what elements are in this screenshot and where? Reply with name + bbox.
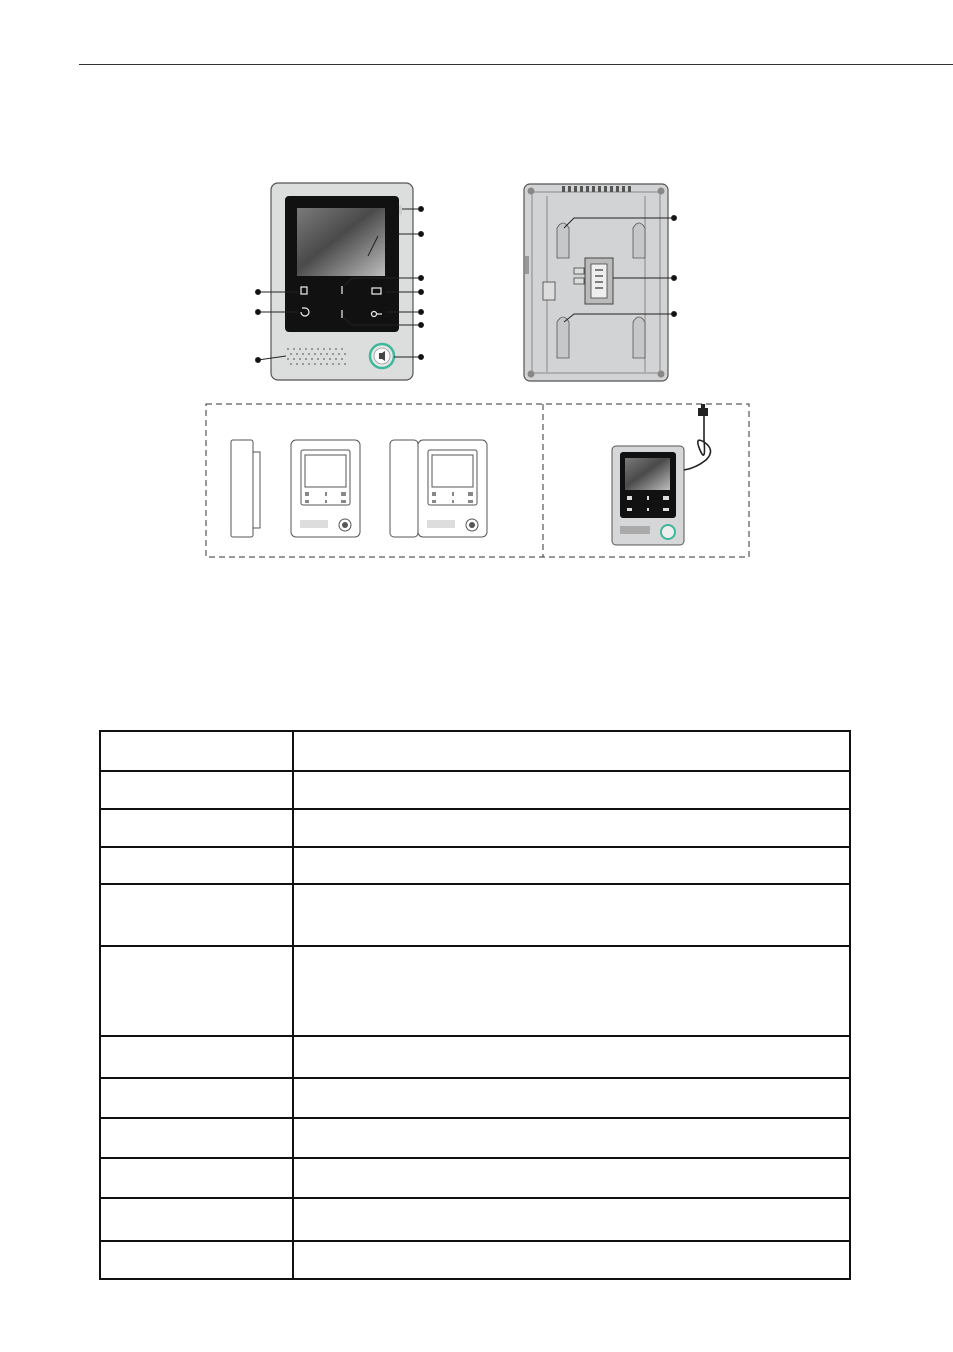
row-label (101, 1037, 293, 1077)
row-label (101, 1199, 293, 1240)
row-label (101, 1079, 293, 1117)
table-row (101, 945, 849, 1035)
table-row (101, 770, 849, 808)
table-row (101, 883, 849, 945)
row-value (294, 1119, 849, 1157)
row-value (294, 1242, 849, 1278)
row-label (101, 947, 293, 1035)
mounting-options (206, 404, 749, 557)
table-row (101, 1240, 849, 1278)
row-value (294, 732, 849, 770)
row-value (294, 1037, 849, 1077)
row-value (294, 885, 849, 945)
table-row (101, 1157, 849, 1197)
led-indicator (399, 205, 402, 215)
front-view-monitor (271, 183, 413, 380)
row-label (101, 848, 293, 883)
row-value (294, 1159, 849, 1197)
row-label (101, 1159, 293, 1197)
row-label (101, 1242, 293, 1278)
row-value (294, 1079, 849, 1117)
device-illustrations (0, 0, 953, 600)
table-row (101, 846, 849, 883)
row-value (294, 848, 849, 883)
row-value (294, 1199, 849, 1240)
row-label (101, 885, 293, 945)
back-view-monitor (524, 184, 668, 381)
table-row (101, 1077, 849, 1117)
row-value (294, 810, 849, 846)
row-value (294, 947, 849, 1035)
row-label (101, 810, 293, 846)
spec-table (99, 730, 851, 1280)
row-label (101, 732, 293, 770)
table-row (101, 1197, 849, 1240)
table-row (101, 732, 849, 770)
row-label (101, 772, 293, 808)
row-value (294, 772, 849, 808)
row-label (101, 1119, 293, 1157)
table-row (101, 808, 849, 846)
table-row (101, 1035, 849, 1077)
table-row (101, 1117, 849, 1157)
